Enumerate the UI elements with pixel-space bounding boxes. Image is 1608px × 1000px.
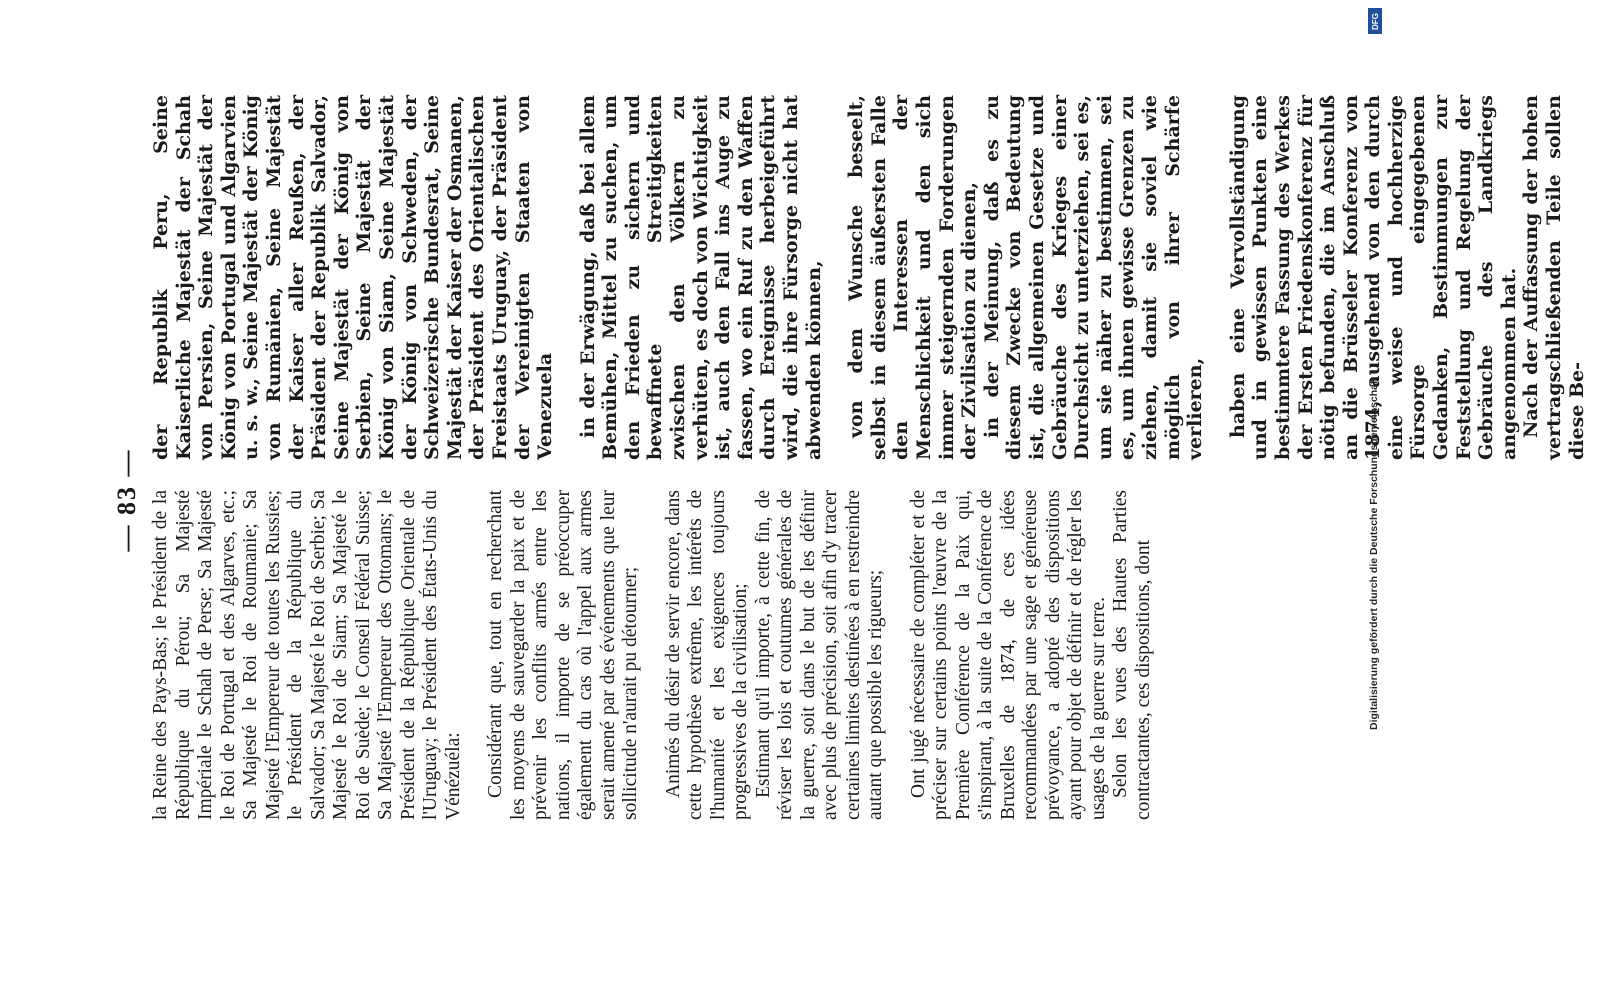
french-paragraph [908, 490, 1156, 820]
german-text: in der Meinung, daß es zu diesem Zwecke von Bedeutung ist, die allgemeinen Gesetze und Gebräuche des Krieges einer Durchsicht zu unterziehen, sei es, um sie näher zu bestimmen, sei es, um ihnen gewisse Grenzen zu ziehen, damit sie soviel wie möglich von ihrer Schärfe verlieren, [980, 95, 1207, 460]
german-text: haben eine Vervollständigung und in gewissen Punkten eine bestimmtere Fassung des Werkes der Ersten Friedenskonferenz für nötig befunden, die im Anschluß an die Brüsseler Konferenz von 1874, ausgehend von den durch eine weise und hochherzige Fürsorge eingegebenen Gedanken, Bestimmungen zur Feststellung und Regelung der Gebräuche des Landkriegs angenommen hat. [1226, 95, 1520, 460]
dfg-logo-text: DFG [1370, 12, 1380, 30]
french-text: Ont jugé nécessaire de compléter et de préciser sur certains points l'œuvre de la Première Conférence de la Paix qui, s'inspirant, à la suite de la Conférence de Bruxelles de 1874, de ces idées recommandées par une sage et généreuse prévoyance, a adopté des dispositions ayant pour objet de définir et de régler les usages de la guerre sur terre. [907, 490, 1109, 820]
german-text: der Republik Peru, Seine Kaiserliche Majestät der Schah von Persien, Seine Majestät der König von Portugal und Algarvien u. s. w., Seine Majestät der König von Rumänien, Seine Majestät der Kaiser aller Reußen, der Präsident der Republik Salvador, Seine Majestät der König von Serbien, Seine Majestät der König von Siam, Seine Majestät der König von Schweden, der Schweizerische Bundesrat, Seine Majestät der Kaiser der Osmanen, der Präsident des Orientalischen Freistaats Uruguay, der Präsident der Vereinigten Staaten von Venezuela [150, 95, 557, 460]
french-text: la Reine des Pays-Bas; le Président de la République du Pérou; Sa Majesté Impériale le Schah de Perse; Sa Majesté le Roi de Portugal et des Algarves, etc.; Sa Majesté le Roi de Roumanie; Sa Majesté l'Empereur de toutes les Russies; le Président de la République du Salvador; Sa Majesté le Roi de Serbie; Sa Majesté le Roi de Siam; Sa Majesté le Roi de Suède; le Conseil Fédéral Suisse; Sa Majesté l'Empereur des Ottomans; le Président de la République Orientale de l'Uruguay; le Président des États-Unis du Vénézuéla: [150, 490, 464, 820]
french-paragraph [485, 490, 643, 820]
french-paragraph [150, 490, 465, 820]
german-text: in der Erwägung, daß bei allem Bemühen, Mittel zu suchen, um den Frieden zu sichern und bewaffnete Streitigkeiten zwischen den Völkern zu verhüten, es doch von Wichtigkeit ist, auch den Fall ins Auge zu fassen, wo ein Ruf zu den Waffen durch Ereignisse herbeigeführt wird, die ihre Fürsorge nicht hat abwenden können, [576, 95, 825, 460]
german-column [150, 95, 1608, 460]
french-paragraph [663, 490, 888, 820]
german-text: Nach der Auffassung der hohen vertragschließenden Teile sollen diese Be- [1520, 95, 1588, 460]
french-text: Animés du désir de servir encore, dans cette hypothèse extrême, les intérêts de l'humanité et les exigences toujours progressives de la civilisation; [662, 490, 751, 820]
german-text: von dem Wunsche beseelt, selbst in diesem äußersten Falle den Interessen der Menschlichkeit und den sich immer steigernden Forderungen der Zivilisation zu dienen, [845, 95, 981, 460]
credit-text: Digitalisierung gefördert durch die Deutsche Forschungsgemeinschaft - [1368, 370, 1380, 730]
french-text: Considérant que, tout en recherchant les moyens de sauvegarder la paix et de prévenir les conflits armés entre les nations, il importe de se préoccuper également du cas où l'appel aux armes serait amené par des événements que leur sollicitude n'aurait pu détourner; [485, 490, 641, 820]
page-number: — 83 — [112, 448, 141, 552]
digitization-credit [1368, 20, 1384, 730]
french-text: Estimant qu'il importe, à cette fin, de réviser les lois et coutumes générales de la guerre, soit dans le but de les définir avec plus de précision, soit afin d'y tracer certaines limites destinées à en restreindre autant que possible les rigueurs; [752, 490, 886, 820]
german-paragraph [1227, 95, 1589, 460]
french-text: Selon les vues des Hautes Parties contractantes, ces dispositions, dont [1110, 490, 1154, 820]
german-paragraph [577, 95, 826, 460]
french-column [150, 490, 1175, 820]
german-paragraph [150, 95, 557, 460]
german-paragraph [845, 95, 1207, 460]
